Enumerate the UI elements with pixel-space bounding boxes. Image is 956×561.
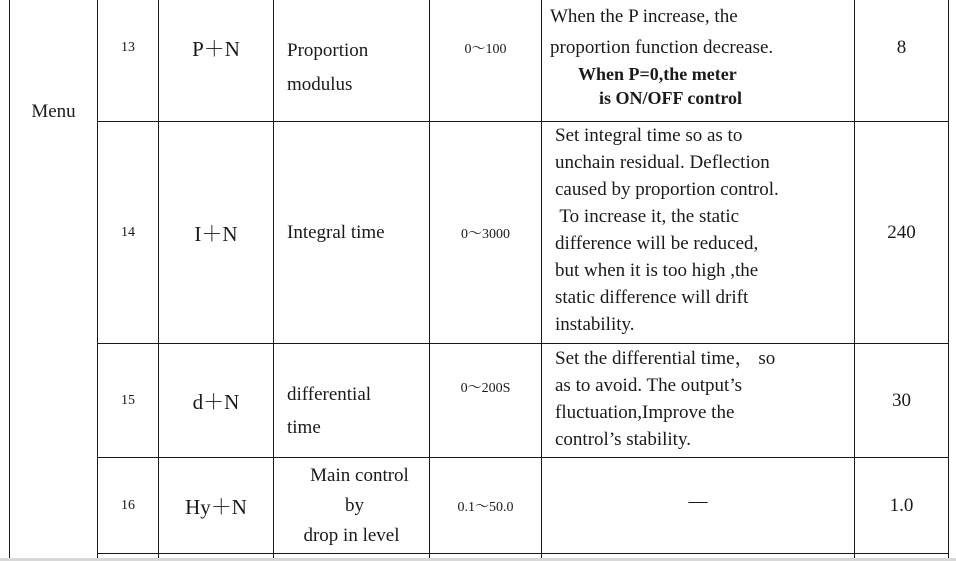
row-number: 13 <box>121 39 135 55</box>
param-name: Integral time <box>287 221 385 243</box>
param-description <box>542 458 854 553</box>
row-number: 16 <box>121 497 135 513</box>
param-range: 0～200S <box>460 380 511 396</box>
default-value: 1.0 <box>889 494 914 516</box>
description-line: but when it is too high ,the <box>555 260 759 281</box>
param-description <box>550 0 854 121</box>
param-range: 0.1～50.0 <box>457 499 514 515</box>
description-line: unchain residual. Deflection <box>555 152 770 173</box>
param-name-line: time <box>287 417 321 438</box>
grid-line <box>948 0 949 558</box>
param-description <box>555 344 854 457</box>
row-number: 15 <box>121 392 135 408</box>
param-range: 0～3000 <box>461 226 510 242</box>
param-description <box>555 122 854 343</box>
param-name <box>287 378 429 444</box>
description-line: proportion function decrease. <box>550 37 774 58</box>
param-name <box>274 458 429 553</box>
default-value: 8 <box>896 36 907 58</box>
param-name-line: drop in level <box>303 524 400 546</box>
param-code: d＋N <box>192 389 240 414</box>
description-line: fluctuation,Improve the <box>555 402 735 423</box>
grid-line <box>9 0 10 558</box>
description-line: difference will be reduced, <box>555 233 759 254</box>
description-line: Set the differential time， so <box>555 348 776 369</box>
param-name-line: by <box>345 494 364 516</box>
description-line: caused by proportion control. <box>555 179 779 200</box>
description-dash: — <box>688 490 708 512</box>
param-code: P＋N <box>192 36 240 61</box>
default-value: 30 <box>892 389 911 411</box>
param-name-line: Proportion <box>287 40 369 61</box>
param-name-line: Main control <box>310 464 409 486</box>
grid-line <box>97 553 949 554</box>
description-line: static difference will drift <box>555 287 749 308</box>
param-code: I＋N <box>194 221 238 246</box>
description-line: To increase it, the static <box>555 206 740 227</box>
description-line: as to avoid. The output’s <box>555 375 742 396</box>
param-name-line: differential <box>287 384 372 405</box>
param-name <box>287 34 429 106</box>
description-line: Set integral time so as to <box>555 125 743 146</box>
description-line: instability. <box>555 314 635 335</box>
default-value: 240 <box>887 221 916 243</box>
param-code: Hy＋N <box>185 494 247 519</box>
description-line: When the P increase, the <box>550 6 738 27</box>
row-number: 14 <box>121 224 135 240</box>
description-line: control’s stability. <box>555 429 691 450</box>
description-note: When P=0,the meter <box>578 64 737 84</box>
description-note: is ON/OFF control <box>599 88 742 108</box>
param-name-line: modulus <box>287 74 353 95</box>
param-range: 0～100 <box>464 41 507 57</box>
menu-label: Menu <box>31 101 76 122</box>
